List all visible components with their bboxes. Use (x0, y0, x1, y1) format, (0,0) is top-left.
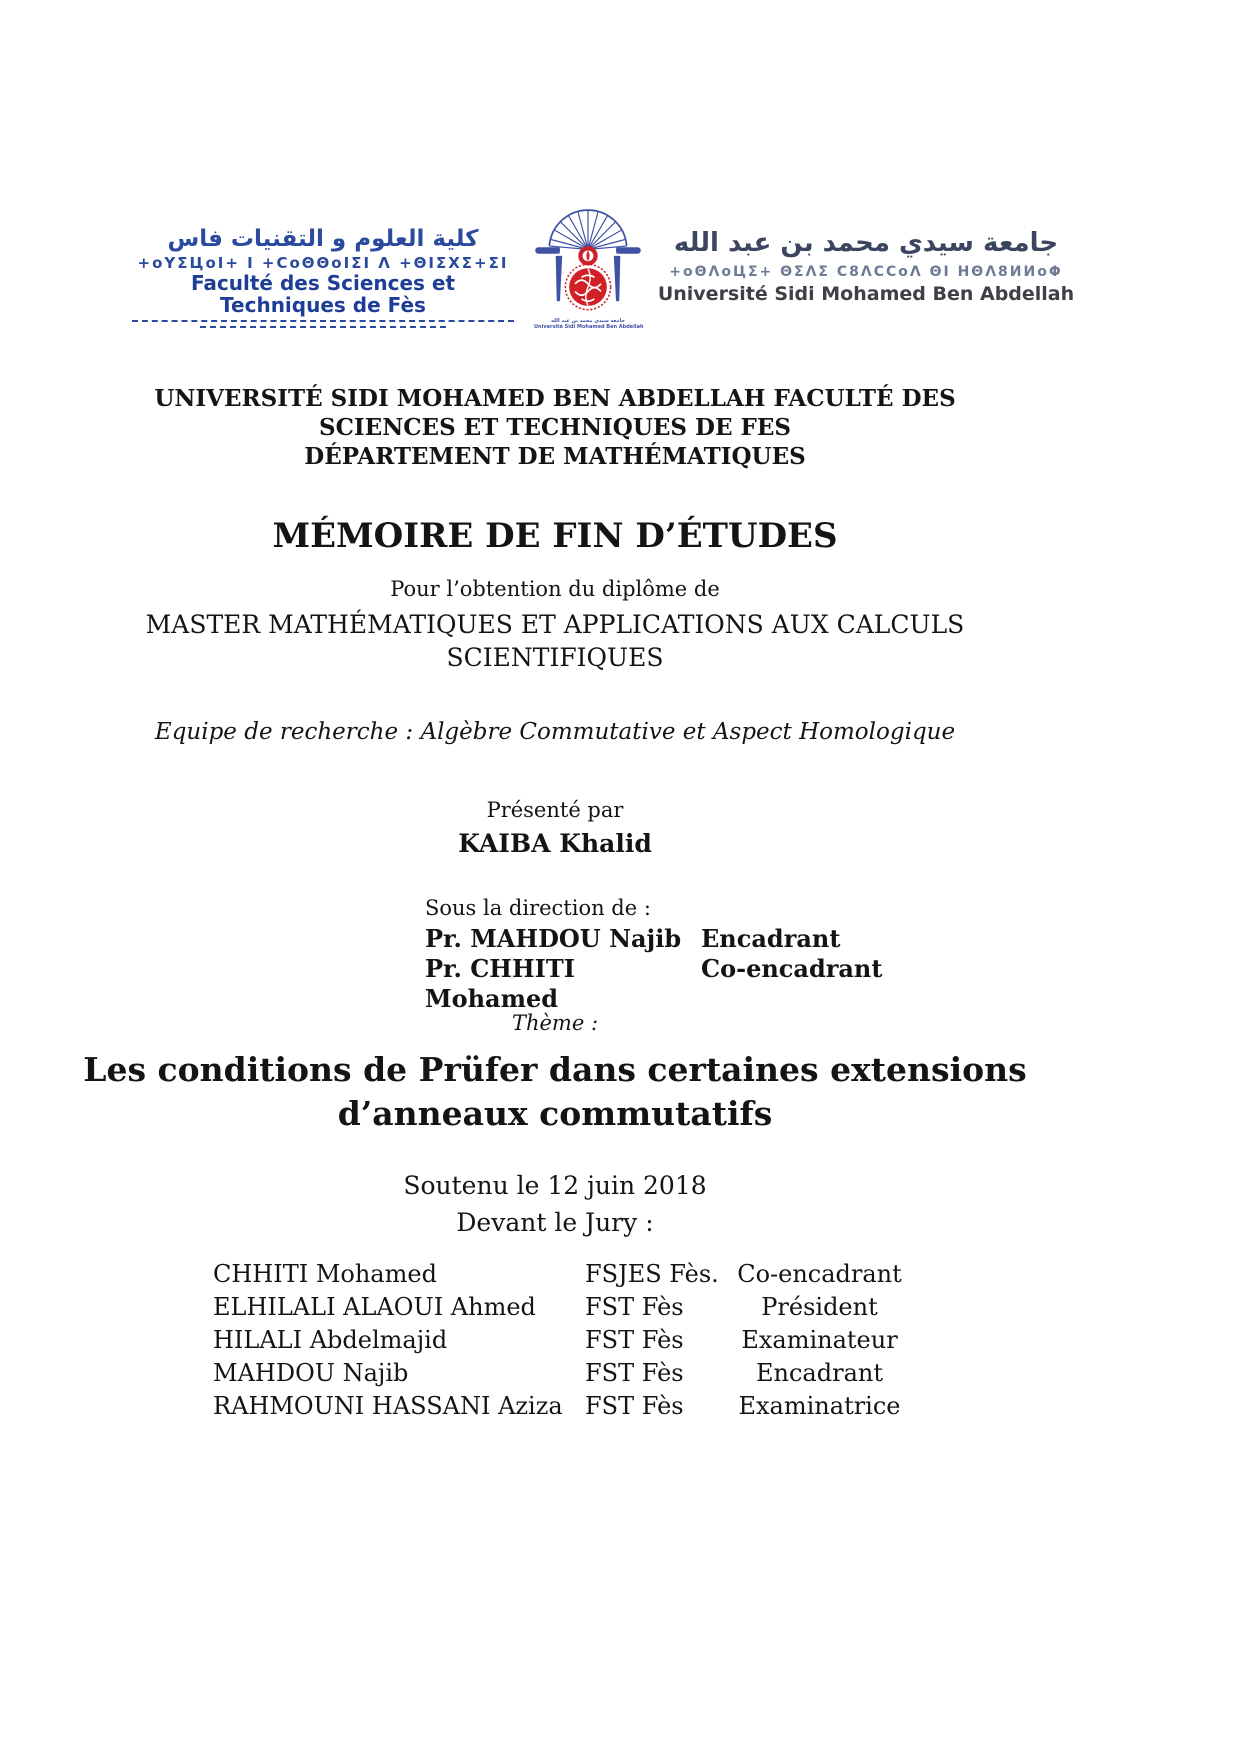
author-name: KAIBA Khalid (458, 829, 652, 858)
jury-row (213, 1324, 902, 1357)
jury-row (213, 1291, 902, 1324)
supervisor-role: Co-encadrant (701, 954, 883, 983)
document-title: MÉMOIRE DE FIN D’ÉTUDES (272, 516, 838, 556)
diploma-subtitle: Pour l’obtention du diplôme de (390, 577, 720, 601)
emblem-caption-arabic: جامعة سيدي محمد بن عبد الله (551, 318, 625, 324)
supervisor-name: Pr. CHHITI Mohamed (425, 954, 575, 1013)
usmba-french-name: Université Sidi Mohamed Ben Abdellah (657, 283, 1075, 305)
supervision-row (425, 924, 882, 954)
degree-name-line2: SCIENTIFIQUES (446, 643, 664, 672)
research-team-line: Equipe de recherche : Algèbre Commutative et Aspect Homologique (154, 719, 956, 745)
university-header-line2: SCIENCES ET TECHNIQUES DE FES (319, 414, 791, 441)
thesis-title-line1: Les conditions de Prüfer dans certaines extensions (83, 1050, 1027, 1089)
decorative-dash-line (200, 326, 446, 328)
jury-member-name: MAHDOU Najib (213, 1359, 409, 1387)
fst-arabic-name: كلية العلوم و التقنيات فاس (167, 226, 479, 252)
thesis-title (0, 1048, 1110, 1136)
fst-french-name: Faculté des Sciences et Techniques de Fès (190, 271, 456, 317)
degree-name (0, 608, 1110, 674)
university-header-line1: UNIVERSITÉ SIDI MOHAMED BEN ABDELLAH FACULTÉ DES (154, 385, 956, 412)
jury-member-affiliation: FST Fès (585, 1293, 684, 1321)
fst-tifinagh-name: +oYΣЦoI+ I +ϹoΘΘoIΣI Λ +ΘIΣΧΣ+ΣI (137, 254, 509, 272)
jury-member-role: Président (761, 1293, 878, 1321)
jury-member-role: Examinatrice (738, 1392, 901, 1420)
jury-member-role: Co-encadrant (737, 1260, 902, 1288)
defense-date-line: Soutenu le 12 juin 2018 (403, 1171, 707, 1200)
jury-member-affiliation: FST Fès (585, 1326, 684, 1354)
supervisor-role: Encadrant (701, 924, 841, 953)
university-emblem (534, 202, 642, 330)
emblem-caption-french: Université Sidi Mohamed Ben Abdellah (534, 324, 644, 330)
jury-member-affiliation: FST Fès (585, 1392, 684, 1420)
jury-member-name: CHHITI Mohamed (213, 1260, 437, 1288)
jury-member-affiliation: FST Fès (585, 1359, 684, 1387)
presented-by-label: Présenté par (486, 798, 624, 822)
decorative-dash-line (132, 320, 514, 322)
jury-member-name: ELHILALI ALAOUI Ahmed (213, 1293, 536, 1321)
supervisor-name: Pr. MAHDOU Najib (425, 924, 682, 953)
supervision-label: Sous la direction de : (425, 896, 651, 920)
fst-fes-logo (128, 226, 518, 328)
jury-member-name: HILALI Abdelmajid (213, 1326, 448, 1354)
jury-row (213, 1258, 902, 1291)
jury-member-role: Examinateur (741, 1326, 898, 1354)
jury-table (213, 1258, 902, 1423)
supervision-row (425, 954, 883, 1013)
jury-row (213, 1390, 902, 1423)
degree-name-line1: MASTER MATHÉMATIQUES ET APPLICATIONS AUX CALCULS (145, 610, 965, 639)
supervision-table (425, 924, 883, 1013)
university-header-line3: DÉPARTEMENT DE MATHÉMATIQUES (304, 443, 806, 470)
jury-row (213, 1357, 902, 1390)
usmba-logo (650, 228, 1082, 305)
jury-member-role: Encadrant (756, 1359, 883, 1387)
theme-label: Thème : (511, 1011, 599, 1035)
jury-member-name: RAHMOUNI HASSANI Aziza (213, 1392, 563, 1420)
usmba-tifinagh-name: +oΘΛoЦΣ+ ΘΣΛΣ Ϲ8ΛϹϹoΛ ΘΙ ΗΘΛ8ИИoΦ (669, 264, 1063, 280)
jury-member-affiliation: FSJES Fès. (585, 1260, 719, 1288)
jury-heading: Devant le Jury : (456, 1208, 654, 1237)
thesis-title-line2: d’anneaux commutatifs (337, 1094, 773, 1133)
university-header (0, 384, 1110, 471)
usmba-arabic-name: جامعة سيدي محمد بن عبد الله (673, 228, 1059, 258)
university-emblem-icon (534, 202, 642, 314)
